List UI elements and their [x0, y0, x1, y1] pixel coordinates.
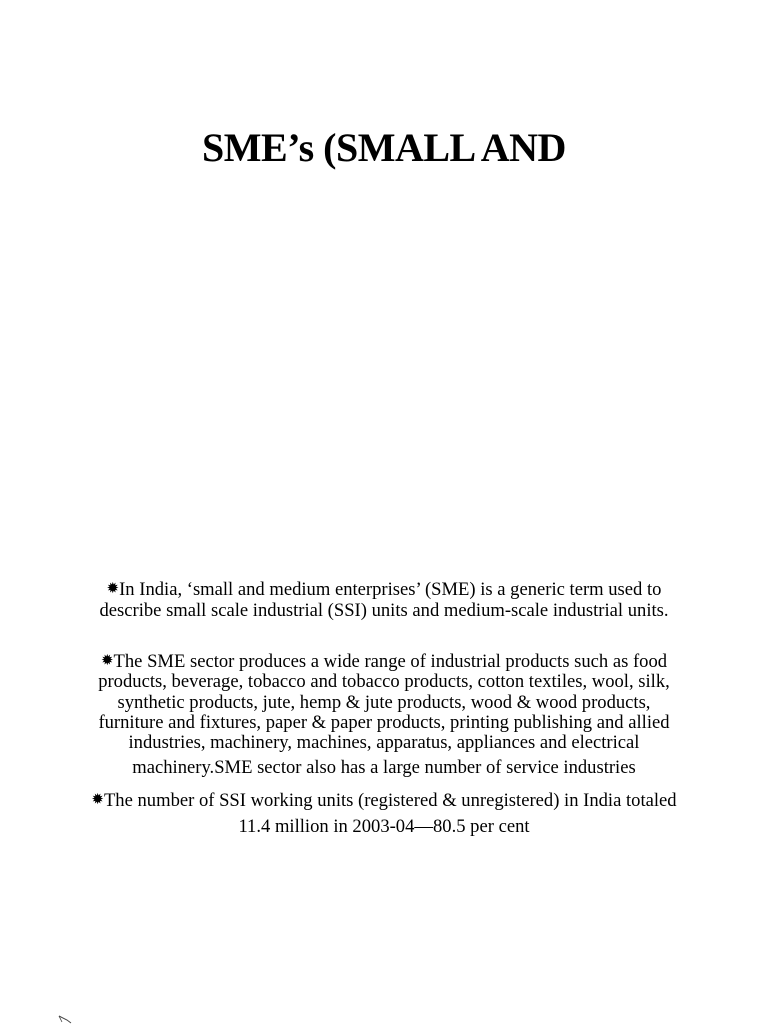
pen-stroke-icon [58, 1014, 72, 1024]
paragraph-sme-definition [40, 578, 728, 621]
page-title: SME’s (SMALL AND [202, 125, 566, 170]
paragraph-line: furniture and fixtures, paper & paper products, printing publishing and allied [98, 711, 670, 733]
paragraph-line: The SME sector produces a wide range of industrial products such as food [113, 651, 668, 672]
paragraph-line: industries, machinery, machines, apparatus, appliances and electrical [128, 732, 640, 754]
paragraph-line: synthetic products, jute, hemp & jute products, wood & wood products, [117, 691, 651, 713]
paragraph-line: machinery.SME sector also has a large number of service industries [132, 757, 636, 779]
paragraph-line: 11.4 million in 2003-04—80.5 per cent [238, 816, 530, 837]
paragraph-line: describe small scale industrial (SSI) units and medium-scale industrial units. [99, 599, 669, 621]
paragraph-line: The number of SSI working units (registered & unregistered) in India totaled [103, 790, 677, 811]
bullet-star-icon: ✹ [91, 790, 104, 808]
bullet-star-icon: ✹ [106, 579, 120, 597]
paragraph-ssi-units [40, 786, 728, 840]
paragraph-line: products, beverage, tobacco and tobacco products, cotton textiles, wool, silk, [98, 671, 670, 693]
bullet-star-icon: ✹ [100, 651, 114, 669]
paragraph-line: In India, ‘small and medium enterprises’ (SME) is a generic term used to [119, 579, 662, 600]
paragraph-sme-products [40, 650, 728, 779]
